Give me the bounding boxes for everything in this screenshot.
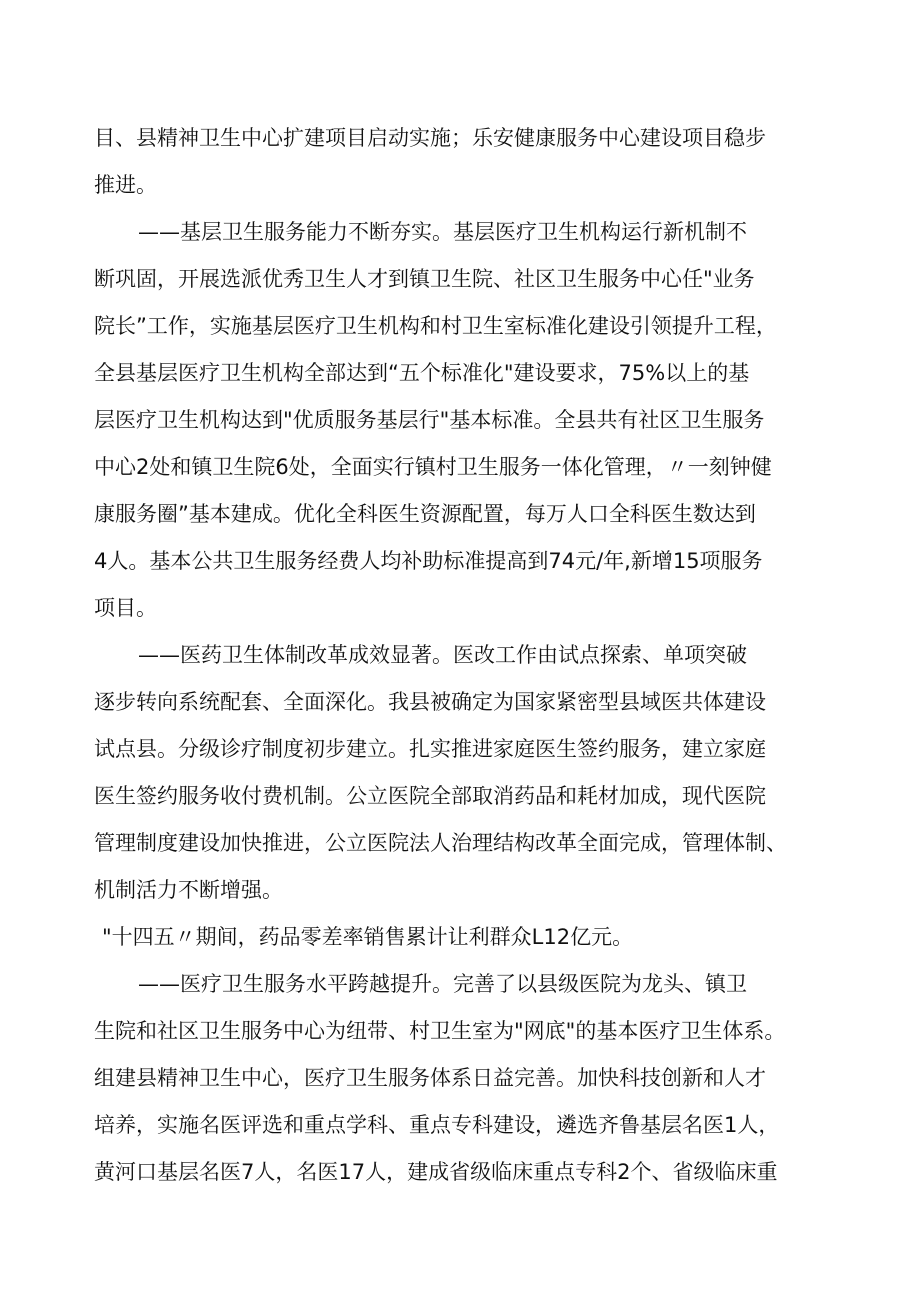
section-heading-line: ——基层卫生服务能力不断夯实。基层医疗卫生机构运行新机制不	[138, 220, 747, 244]
text-line: 4人。基本公共卫生服务经费人均补助标准提高到74元/年,新增15项服务	[94, 549, 763, 573]
text-line: 管理制度建设加快推进，公立医院法人治理结构改革全面完成，管理体制、	[94, 831, 787, 855]
text-line: 全县基层医疗卫生机构全部达到“五个标准化"建设要求，75%以上的基	[94, 361, 750, 385]
text-line: 机制活力不断增强。	[94, 878, 283, 902]
text-line: 黄河口基层名医7人，名医17人，建成省级临床重点专科2个、省级临床重	[94, 1160, 778, 1184]
text-line: 医生签约服务收付费机制。公立医院全部取消药品和耗材加成，现代医院	[94, 784, 766, 808]
text-line: 逐步转向系统配套、全面深化。我县被确定为国家紧密型县域医共体建设	[94, 690, 766, 714]
text-line: 康服务圈”基本建成。优化全科医生资源配置，每万人口全科医生数达到	[94, 502, 756, 526]
text-line: 层医疗卫生机构达到"优质服务基层行"基本标准。全县共有社区卫生服务	[94, 408, 765, 432]
text-line: 组建县精神卫生中心，医疗卫生服务体系日益完善。加快科技创新和人才	[94, 1066, 766, 1090]
text-line: 断巩固，开展选派优秀卫生人才到镇卫生院、社区卫生服务中心任"业务	[94, 267, 755, 291]
text-line: 试点县。分级诊疗制度初步建立。扎实推进家庭医生签约服务，建立家庭	[94, 737, 766, 761]
text-line: 推进。	[94, 173, 157, 197]
text-line: 生院和社区卫生服务中心为纽带、村卫生室为"网底"的基本医疗卫生体系。	[94, 1019, 786, 1043]
section-heading-line: ——医药卫生体制改革成效显著。医改工作由试点探索、单项突破	[138, 643, 747, 667]
text-line: 院长”工作，实施基层医疗卫生机构和村卫生室标准化建设引领提升工程，	[94, 314, 777, 338]
text-line: "十四五〃期间，药品零差率销售累计让利群众L12亿元。	[102, 925, 634, 949]
section-heading-line: ——医疗卫生服务水平跨越提升。完善了以县级医院为龙头、镇卫	[138, 972, 747, 996]
text-line: 培养，实施名医评选和重点学科、重点专科建设，遴选齐鲁基层名医1人，	[94, 1113, 780, 1137]
body-text	[94, 115, 834, 1196]
text-line: 中心2处和镇卫生院6处，全面实行镇村卫生服务一体化管理，〃一刻钟健	[94, 455, 772, 479]
text-line: 项目。	[94, 596, 157, 620]
text-line: 目、县精神卫生中心扩建项目启动实施；乐安健康服务中心建设项目稳步	[94, 126, 766, 150]
